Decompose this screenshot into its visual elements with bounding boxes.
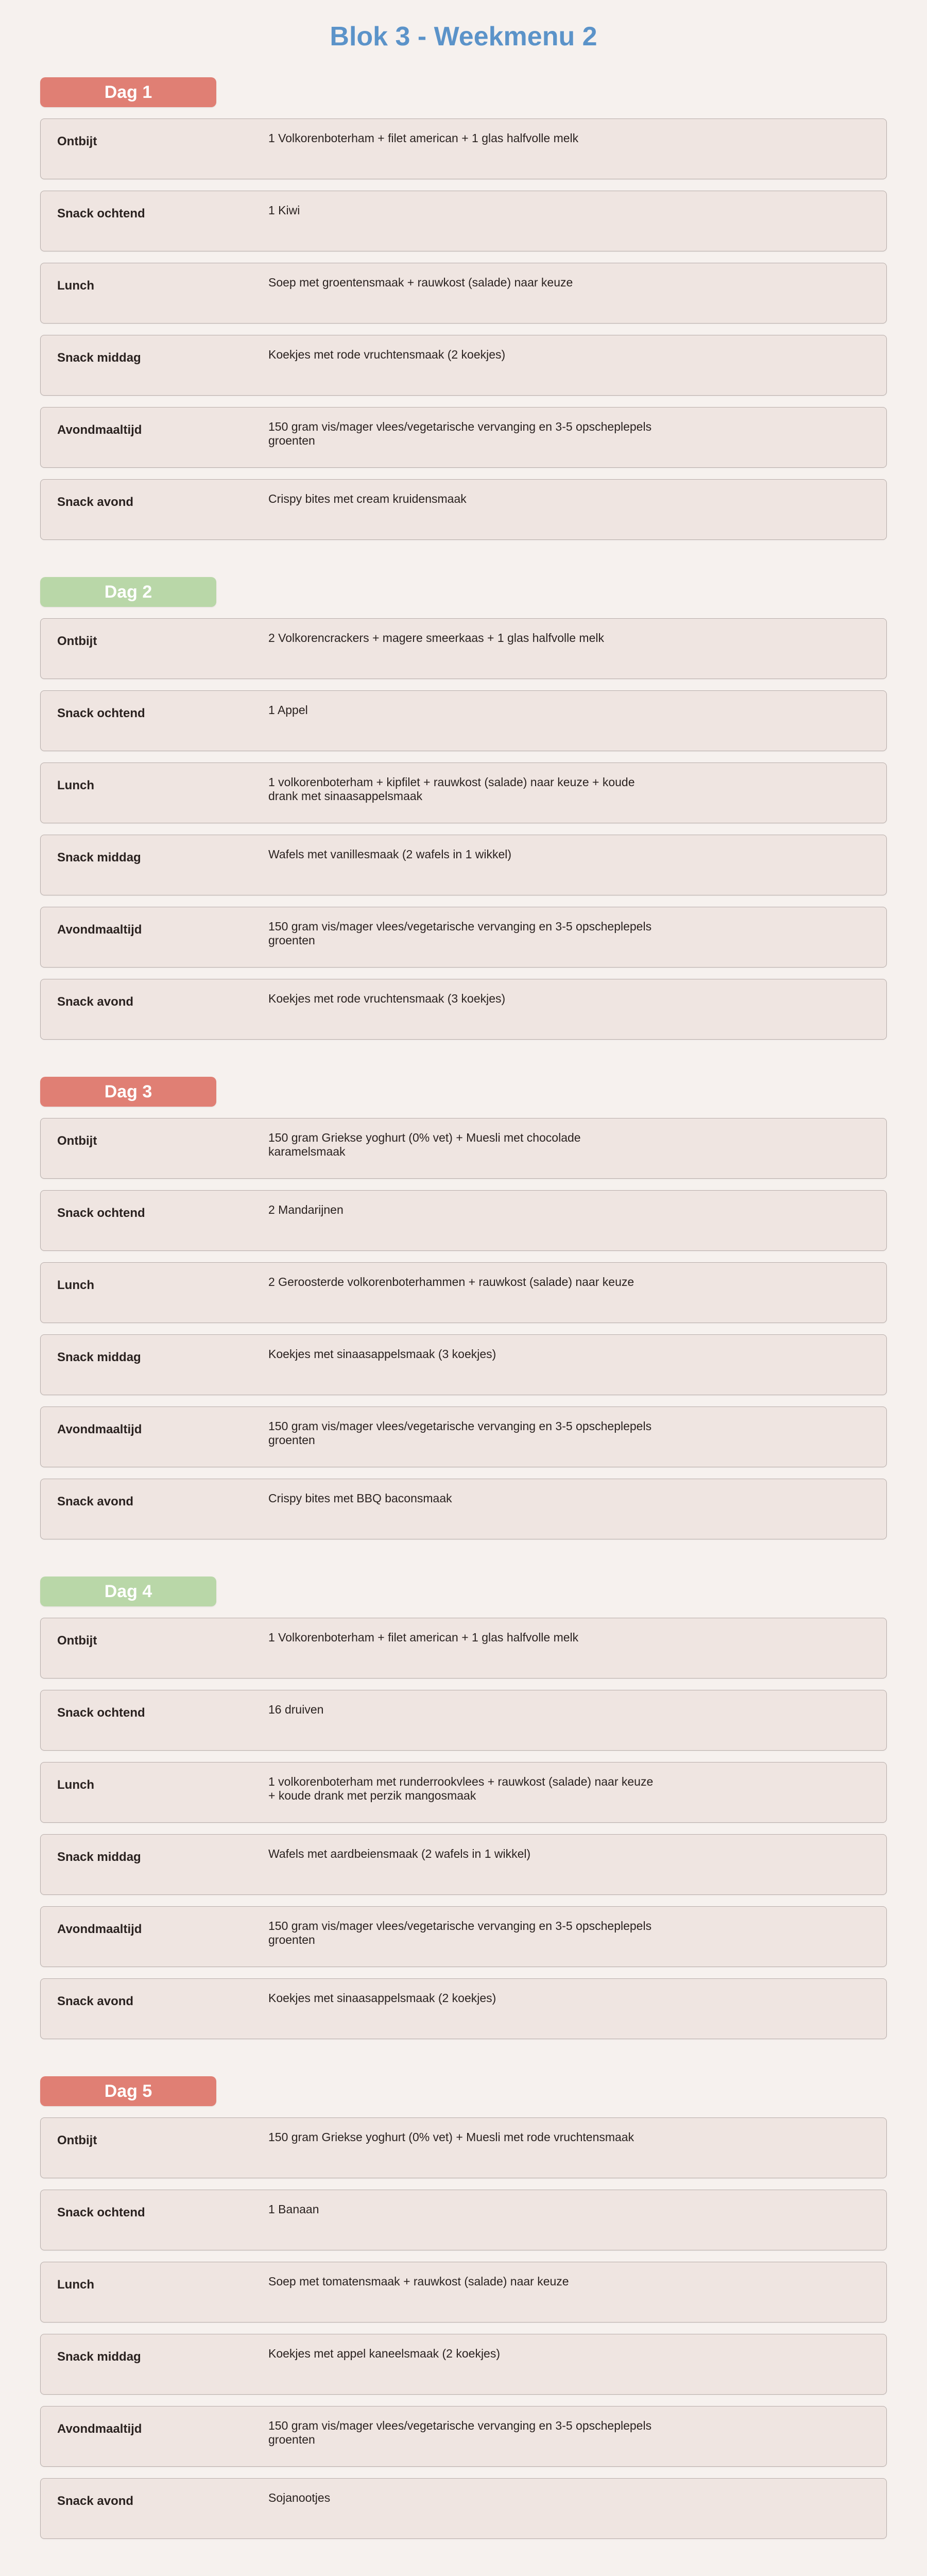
meal-label: Snack ochtend bbox=[57, 706, 145, 720]
meal-description: 150 gram Griekse yoghurt (0% vet) + Muesli met rode vruchtensmaak bbox=[268, 2130, 634, 2144]
meal-row bbox=[40, 762, 887, 823]
meal-description: Koekjes met rode vruchtensmaak (2 koekjes) bbox=[268, 348, 506, 361]
meal-label: Snack ochtend bbox=[57, 1206, 145, 1220]
meal-list bbox=[40, 1618, 887, 2039]
meal-description: 1 Appel bbox=[268, 703, 308, 717]
meal-row bbox=[40, 690, 887, 751]
meal-description: 150 gram vis/mager vlees/vegetarische vervanging en 3-5 opscheplepels groenten bbox=[268, 420, 652, 447]
meal-description: 2 Mandarijnen bbox=[268, 1203, 344, 1216]
meal-description: Soep met tomatensmaak + rauwkost (salade) naar keuze bbox=[268, 2275, 569, 2288]
meal-description: 2 Geroosterde volkorenboterhammen + rauwkost (salade) naar keuze bbox=[268, 1275, 634, 1289]
meal-label: Snack middag bbox=[57, 351, 141, 365]
meal-description: Crispy bites met BBQ baconsmaak bbox=[268, 1492, 452, 1505]
meal-row bbox=[40, 335, 887, 396]
meal-row bbox=[40, 1479, 887, 1539]
meal-description: 150 gram Griekse yoghurt (0% vet) + Muesli met chocolade karamelsmaak bbox=[268, 1131, 581, 1158]
meal-description: 150 gram vis/mager vlees/vegetarische vervanging en 3-5 opscheplepels groenten bbox=[268, 2419, 652, 2446]
meal-description: Koekjes met sinaasappelsmaak (3 koekjes) bbox=[268, 1347, 496, 1361]
meal-description: 1 Banaan bbox=[268, 2202, 319, 2216]
meal-description: 1 Kiwi bbox=[268, 204, 300, 217]
meal-label: Snack middag bbox=[57, 2350, 141, 2364]
meal-description: 150 gram vis/mager vlees/vegetarische vervanging en 3-5 opscheplepels groenten bbox=[268, 1419, 652, 1447]
meal-label: Snack ochtend bbox=[57, 1706, 145, 1720]
meal-label: Snack middag bbox=[57, 1350, 141, 1364]
meal-description: 1 Volkorenboterham + filet american + 1 glas halfvolle melk bbox=[268, 131, 579, 145]
day-section bbox=[40, 1077, 887, 1577]
meal-label: Lunch bbox=[57, 778, 94, 792]
meal-row bbox=[40, 2117, 887, 2178]
meal-label: Lunch bbox=[57, 279, 94, 293]
meal-description: 2 Volkorencrackers + magere smeerkaas + 1 glas halfvolle melk bbox=[268, 631, 604, 645]
meal-description: Wafels met aardbeiensmaak (2 wafels in 1 wikkel) bbox=[268, 1847, 531, 1860]
meal-list bbox=[40, 2117, 887, 2539]
meal-label: Snack middag bbox=[57, 1850, 141, 1864]
meal-row bbox=[40, 1690, 887, 1751]
meal-row bbox=[40, 979, 887, 1040]
meal-row bbox=[40, 479, 887, 540]
meal-row bbox=[40, 1118, 887, 1179]
meal-row bbox=[40, 2478, 887, 2539]
meal-row bbox=[40, 1906, 887, 1967]
meal-row bbox=[40, 1834, 887, 1895]
meal-description: Wafels met vanillesmaak (2 wafels in 1 wikkel) bbox=[268, 848, 512, 861]
meal-label: Snack middag bbox=[57, 851, 141, 865]
meal-description: Koekjes met sinaasappelsmaak (2 koekjes) bbox=[268, 1991, 496, 2005]
meal-row bbox=[40, 618, 887, 679]
meal-label: Ontbijt bbox=[57, 134, 97, 148]
day-badge: Dag 5 bbox=[40, 2076, 216, 2106]
meal-label: Snack avond bbox=[57, 1495, 134, 1509]
meal-row bbox=[40, 1762, 887, 1823]
meal-row bbox=[40, 263, 887, 324]
meal-row bbox=[40, 835, 887, 895]
meal-label: Ontbijt bbox=[57, 634, 97, 648]
meal-row bbox=[40, 1334, 887, 1395]
meal-description: 16 druiven bbox=[268, 1703, 324, 1716]
meal-label: Ontbijt bbox=[57, 2133, 97, 2147]
meal-row bbox=[40, 2334, 887, 2395]
meal-row bbox=[40, 118, 887, 179]
meal-label: Avondmaaltijd bbox=[57, 1922, 142, 1936]
meal-row bbox=[40, 191, 887, 251]
day-badge: Dag 4 bbox=[40, 1577, 216, 1606]
meal-row bbox=[40, 907, 887, 968]
meal-description: Sojanootjes bbox=[268, 2491, 331, 2504]
meal-label: Lunch bbox=[57, 1278, 94, 1292]
meal-label: Snack avond bbox=[57, 495, 134, 509]
day-section bbox=[40, 1577, 887, 2076]
meal-list bbox=[40, 1118, 887, 1539]
meal-description: 150 gram vis/mager vlees/vegetarische vervanging en 3-5 opscheplepels groenten bbox=[268, 1919, 652, 1946]
meal-description: Koekjes met rode vruchtensmaak (3 koekjes) bbox=[268, 992, 506, 1005]
meal-label: Avondmaaltijd bbox=[57, 423, 142, 437]
meal-description: 1 volkorenboterham + kipfilet + rauwkost (salade) naar keuze + koude drank met sinaasappelsmaak bbox=[268, 775, 635, 803]
meal-label: Avondmaaltijd bbox=[57, 2422, 142, 2436]
page-title: Blok 3 - Weekmenu 2 bbox=[330, 22, 597, 52]
meal-description: Soep met groentensmaak + rauwkost (salade) naar keuze bbox=[268, 276, 573, 289]
meal-row bbox=[40, 407, 887, 468]
meal-label: Lunch bbox=[57, 1778, 94, 1792]
meal-row bbox=[40, 1262, 887, 1323]
meal-label: Lunch bbox=[57, 2278, 94, 2292]
day-badge: Dag 3 bbox=[40, 1077, 216, 1107]
meal-list bbox=[40, 618, 887, 1040]
meal-label: Snack avond bbox=[57, 995, 134, 1009]
meal-row bbox=[40, 2262, 887, 2323]
meal-label: Snack avond bbox=[57, 2494, 134, 2508]
meal-row bbox=[40, 1406, 887, 1467]
meal-row bbox=[40, 2190, 887, 2250]
day-list bbox=[40, 77, 887, 2576]
meal-description: 1 volkorenboterham met runderrookvlees + rauwkost (salade) naar keuze + koude drank met perzik mangosmaak bbox=[268, 1775, 654, 1802]
day-badge: Dag 1 bbox=[40, 77, 216, 107]
meal-label: Snack ochtend bbox=[57, 2206, 145, 2219]
meal-row bbox=[40, 1978, 887, 2039]
meal-description: 150 gram vis/mager vlees/vegetarische vervanging en 3-5 opscheplepels groenten bbox=[268, 920, 652, 947]
day-section bbox=[40, 2076, 887, 2576]
day-section bbox=[40, 577, 887, 1077]
meal-description: 1 Volkorenboterham + filet american + 1 glas halfvolle melk bbox=[268, 1631, 579, 1644]
day-badge: Dag 2 bbox=[40, 577, 216, 607]
meal-label: Snack ochtend bbox=[57, 207, 145, 221]
meal-label: Avondmaaltijd bbox=[57, 923, 142, 937]
meal-label: Avondmaaltijd bbox=[57, 1422, 142, 1436]
meal-label: Ontbijt bbox=[57, 1634, 97, 1648]
day-section bbox=[40, 77, 887, 577]
meal-label: Ontbijt bbox=[57, 1134, 97, 1148]
meal-description: Crispy bites met cream kruidensmaak bbox=[268, 492, 467, 505]
meal-list bbox=[40, 118, 887, 540]
meal-row bbox=[40, 1618, 887, 1679]
meal-row bbox=[40, 2406, 887, 2467]
meal-description: Koekjes met appel kaneelsmaak (2 koekjes) bbox=[268, 2347, 501, 2360]
meal-label: Snack avond bbox=[57, 1994, 134, 2008]
meal-row bbox=[40, 1190, 887, 1251]
